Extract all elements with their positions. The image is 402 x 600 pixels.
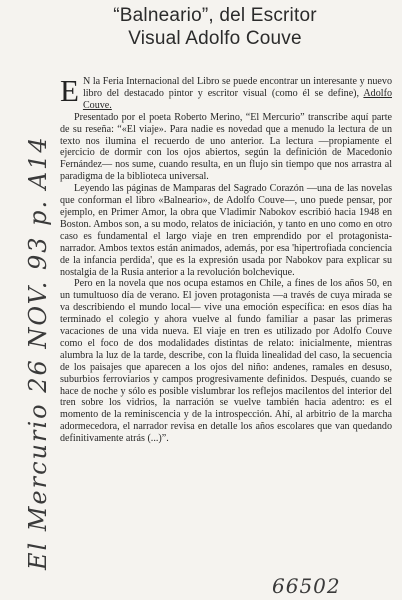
article-headline — [40, 4, 390, 50]
handwritten-source-date: El Mercurio 26 NOV. 93 p. A14 — [24, 135, 52, 570]
paragraph-1 — [60, 76, 392, 112]
headline-line-2: Visual Adolfo Couve — [128, 28, 302, 49]
drop-cap: E — [60, 76, 79, 108]
paragraph-1-text: N la Feria Internacional del Libro se puede encontrar un interesante y nuevo libro del destacado pintor y escritor visual (como él se define), — [82, 76, 392, 99]
author-name: Adolfo Couve. — [82, 87, 392, 111]
headline-line-1: “Balneario”, del Escritor — [113, 5, 317, 26]
article-body — [60, 76, 392, 571]
paragraph-2: Presentado por el poeta Roberto Merino, “El Mercurio” transcribe aquí parte de su reseña: “«El viaje». Para nadie es novedad que a menudo la lectura de un texto nos ilumina el recuerdo de uno anterior. La lectura —propiamente el ejercicio de dormir con los ojos abiertos, según la definición de Macedonio Fernández— nos sume, cuando resulta, en un flujo sin tiempo que nos arrastra al paradigma de la biblioteca universal. — [60, 111, 392, 183]
archive-number: 66502 — [272, 574, 341, 598]
paragraph-3: Leyendo las páginas de Mamparas del Sagrado Corazón —una de las novelas que conforman el libro «Balneario», de Adolfo Couve—, uno puede pensar, por ejemplo, en Primer Amor, la obra que Vladimir Nabokov escribió hacia 1948 en Boston. Ambos son, a su modo, relatos de iniciación, y tanto en uno como en otro caso es fundamental el largo viaje en tren emprendido por el protagonista-narrador. Ambos textos están animados, además, por esa 'hipertrofiada conciencia de la infancia perdida', que es la expresión usada por Nabokov para explicar su nostalgia de la Rusia anterior a la revolución bolchevique. — [60, 183, 392, 278]
paragraph-4: Pero en la novela que nos ocupa estamos en Chile, a fines de los años 50, en un tumultuoso día de verano. El joven protagonista —a través de cuya mirada se va describiendo el mundo local— vive una emoción específica: en esos días ha terminado el colegio y ahora vuelve al fundo familiar a pasar las primeras vacaciones de una vida nueva. El viaje en tren es utilizado por Adolfo Couve como el foco de dos modalidades distintas de relato: inicialmente, mientras alumbra la luz de la tarde, describe, con la fluida linealidad del caso, la secuencia de los paisajes que aparecen a los ojos del niño: andenes, ramales en desuso, suburbios ferroviarios y campos progresivamente definidos. Después, cuando se hace de noche y sólo es posible vislumbrar los reflejos macilentos del interior del tren sobre los vidrios, la narración se vuelve también hacia adentro: es el momento de la reminiscencia y de la introspección. Ahí, al arbitrio de la marcha adormecedora, el narrador revisa en detalle los años escolares que van quedando definitivamente atrás (...)”. — [60, 278, 392, 445]
